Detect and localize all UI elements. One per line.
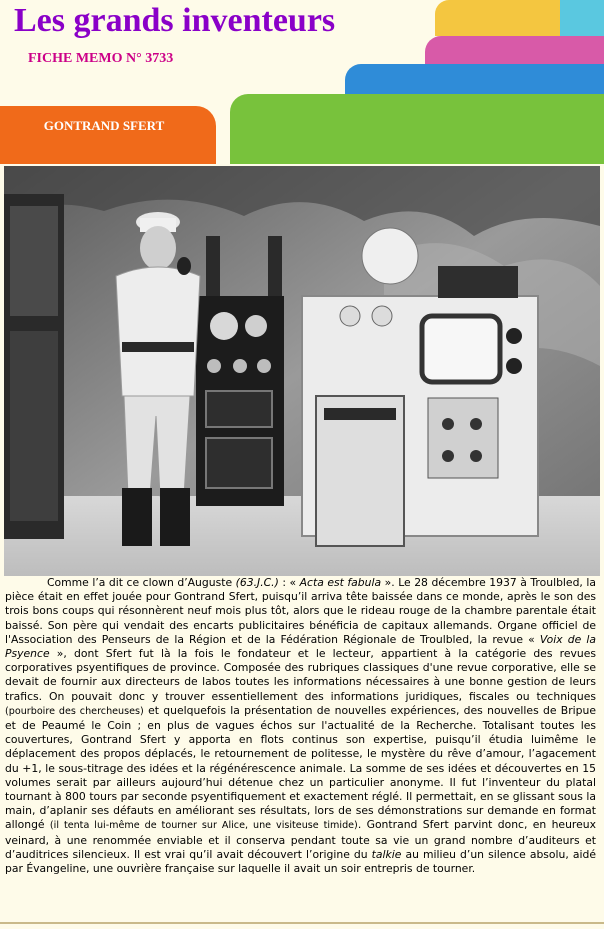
- header-band-blue: [345, 64, 604, 94]
- header-band-orange: [0, 106, 216, 164]
- inventor-name: GONTRAND SFERT: [43, 118, 165, 133]
- header-band-pink: [425, 36, 604, 64]
- fiche-number: FICHE MEMO N° 3733: [28, 51, 174, 66]
- page-title: Les grands inventeurs: [14, 2, 336, 39]
- inventor-laboratory-photo: [4, 166, 600, 576]
- header-band-green: [230, 94, 604, 164]
- article-text: Comme l’a dit ce clown d’Auguste (63.J.C.) : « Acta est fabula ». Le 28 décembre 1937 à Troulbled, la pièce était en effet jouée pour Gontrand Sfert, puisqu’il arriva tête baissée dans ce monde, après le son des trois bons coups qui résonnèrent neuf mois plus tôt, alors que le rideau rouge de la chambre parentale était baissé. Son père qui vendait des encarts publicitaires bénéficia de capitaux allemands. Organe officiel de l'Association des Penseurs de la Région et de la Fédération Régionale de Troulbled, la revue « Voix de la Psyence », dont Sfert fut là la fois le fondateur et le lecteur, appartient à la catégorie des revues corporatives psyentifiques de province. Composée des rubriques classiques d'une revue corporative, elle se devait de fournir aux directeurs de labos toutes les informations nécessaires à une bonne gestion de leurs trafics. On pouvait donc y trouver essentiellement des informations juridiques, fiscales ou techniques (pourboire des chercheuses) et quelquefois la présentation de nouvelles expériences, des nouvelles de Bripue et de Peaumé le Coin ; en plus de vagues échos sur l'actualité de la Recherche. Totalisant toutes les couvertures, Gontrand Sfert y apporta en flots continus son expertise, puisqu’il étudia luimême le déplacement des propos déplacés, le retournement de politesse, le mystère du rêve d’amour, l’agacement du +1, le sous-titrage des idées et la régénérescence animale. La somme de ses idées et découvertes en 15 volumes serait par ailleurs aujourd’hui détenue chez un particulier anonyme. Il fut l’inventeur du platal tournant à 800 tours par seconde psyentifiquement et exactement réglé. Il permettait, en se glissant sous la main, d’aplanir ses défauts en améliorant ses résultats, lors de ses démonstrations sur demande en format allongé (il tenta lui-même de tourner sur Alice, une visiteuse timide). Gontrand Sfert parvint donc, en heureux veinard, à une renommée enviable et il conserva pendant toute sa vie un grand nombre d’auditeurs et d’auditrices silencieux. Il est vrai qu’il avait découvert l’origine du talkie au milieu d’un silence absolu, aidé par Évangeline, une ouvrière française sur laquelle il avait un soir entrepris de tourner.: [5, 576, 596, 876]
- header-band-cyan: [560, 0, 604, 36]
- bottom-divider: [0, 922, 604, 924]
